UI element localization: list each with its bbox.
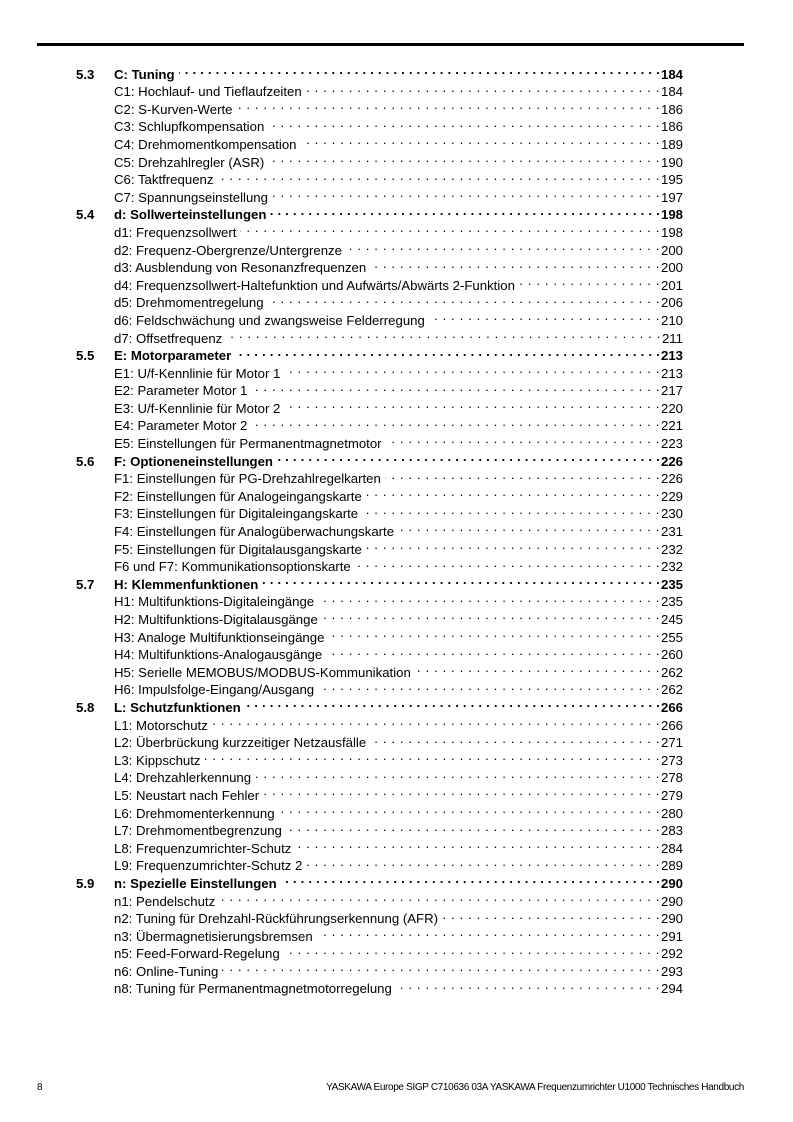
toc-section-number: 5.7 — [76, 576, 95, 592]
toc-entry-title: C3: Schlupfkompensation — [114, 119, 265, 135]
toc-page-number: 184 — [660, 84, 683, 100]
toc-entry-title: n: Spezielle Einstellungen — [114, 875, 277, 891]
toc-entry-title: d7: Offsetfrequenz — [114, 330, 223, 346]
toc-dot-leader — [236, 96, 660, 114]
toc-entry-title: F1: Einstellungen für PG-Drehzahlregelkarten — [114, 471, 381, 487]
toc-dot-leader — [519, 272, 660, 290]
toc-entry-title: H: Klemmenfunktionen — [114, 576, 259, 592]
toc-entry-title: E2: Parameter Motor 1 — [114, 383, 248, 399]
toc-page-number: 231 — [660, 524, 683, 540]
toc-dot-leader — [205, 747, 660, 765]
toc-page-number: 184 — [660, 66, 683, 82]
toc-dot-leader — [442, 906, 660, 924]
toc-dot-leader — [322, 606, 660, 624]
toc-section-number: 5.9 — [76, 875, 95, 891]
toc-dot-leader — [284, 360, 660, 378]
toc-page-number: 213 — [660, 365, 683, 381]
toc-entry-title: n8: Tuning für Permanentmagnetmotorregelung — [114, 981, 392, 997]
toc-entry-title: C6: Taktfrequenz — [114, 172, 214, 188]
toc-dot-leader — [366, 483, 660, 501]
toc-dot-leader — [268, 149, 660, 167]
toc-dot-leader — [396, 976, 660, 994]
toc-dot-leader — [255, 765, 660, 783]
toc-entry-title: d2: Frequenz-Obergrenze/Untergrenze — [114, 242, 342, 258]
toc-entry-title: E: Motorparameter — [114, 348, 232, 364]
toc-entry-title: d: Sollwerteinstellungen — [114, 207, 267, 223]
toc-entry-title: E5: Einstellungen für Permanentmagnetmotor — [114, 436, 382, 452]
toc-dot-leader — [268, 114, 660, 132]
toc-entry-title: n2: Tuning für Drehzahl-Rückführungserkennung (AFR) — [114, 911, 438, 927]
toc-page-number: 273 — [660, 752, 683, 768]
toc-entry-title: L9: Frequenzumrichter-Schutz 2 — [114, 858, 303, 874]
toc-page-number: 226 — [660, 453, 683, 469]
toc-page-number: 201 — [660, 277, 683, 293]
toc-entry-title: H1: Multifunktions-Digitaleingänge — [114, 594, 315, 610]
toc-page-number: 279 — [660, 787, 683, 803]
toc-dot-leader — [415, 659, 660, 677]
toc-entry-title: C5: Drehzahlregler (ASR) — [114, 154, 265, 170]
toc-page-number: 189 — [660, 136, 683, 152]
toc-page-number: 266 — [660, 699, 683, 715]
toc-dot-leader — [226, 325, 661, 343]
toc-entry-title: F4: Einstellungen für Analogüberwachungskarte — [114, 524, 395, 540]
toc-entry-title: C2: S-Kurven-Werte — [114, 101, 233, 117]
toc-page-number: 291 — [660, 928, 683, 944]
toc-page-number: 255 — [660, 629, 683, 645]
toc-entry-title: C1: Hochlauf- und Tieflaufzeiten — [114, 84, 302, 100]
toc-dot-leader — [328, 624, 660, 642]
toc-dot-leader — [235, 343, 660, 361]
toc-entry-title: C4: Drehmomentkompensation — [114, 136, 297, 152]
toc-dot-leader — [317, 923, 660, 941]
toc-entry-title: F2: Einstellungen für Analogeingangskarte — [114, 488, 362, 504]
toc-page-number: 260 — [660, 647, 683, 663]
toc-page-number: 292 — [660, 946, 683, 962]
toc-dot-leader — [217, 167, 660, 185]
toc-dot-leader — [268, 290, 660, 308]
toc-entry-title: C: Tuning — [114, 66, 175, 82]
toc-page-number: 235 — [660, 594, 683, 610]
toc-entry-title: E3: U/f-Kennlinie für Motor 2 — [114, 400, 281, 416]
toc-page-number: 198 — [660, 207, 683, 223]
toc-dot-leader — [270, 202, 660, 220]
toc-page-number: 245 — [660, 612, 683, 627]
toc-dot-leader — [251, 378, 660, 396]
toc-page-number: 235 — [660, 576, 683, 592]
toc-dot-leader — [346, 237, 660, 255]
toc-page-number: 213 — [660, 348, 683, 364]
toc-page-number: 211 — [661, 330, 683, 346]
toc-page-number: 206 — [660, 295, 683, 311]
toc-dot-leader — [318, 677, 660, 695]
toc-page-number: 197 — [660, 189, 683, 205]
toc-entry-title: d4: Frequenzsollwert-Haltefunktion und Aufwärts/Abwärts 2-Funktion — [114, 277, 515, 293]
toc-page-number: 198 — [660, 224, 683, 240]
toc-entry-title: L6: Drehmomenterkennung — [114, 805, 275, 821]
toc-dot-leader — [263, 782, 660, 800]
toc-page-number: 223 — [660, 436, 683, 452]
table-of-contents — [76, 61, 683, 997]
toc-dot-leader — [272, 184, 660, 202]
toc-entry-title: C7: Spannungseinstellung — [114, 189, 268, 205]
toc-page-number: 283 — [660, 823, 683, 839]
toc-dot-leader — [277, 448, 660, 466]
toc-page-number: 217 — [660, 383, 683, 399]
toc-entry-title: H2: Multifunktions-Digitalausgänge — [114, 612, 318, 627]
toc-section-number: 5.5 — [76, 348, 95, 364]
toc-dot-leader — [386, 430, 660, 448]
toc-page-number: 200 — [660, 260, 683, 276]
toc-entry-title: E4: Parameter Motor 2 — [114, 418, 248, 434]
toc-entry-title: H4: Multifunktions-Analogausgänge — [114, 647, 323, 663]
toc-entry-title: d1: Frequenzsollwert — [114, 224, 237, 240]
toc-dot-leader — [306, 853, 660, 871]
toc-page-number: 290 — [660, 911, 683, 927]
toc-section-entry[interactable] — [76, 61, 683, 82]
toc-entry-title: n1: Pendelschutz — [114, 893, 216, 909]
toc-entry-title: d6: Feldschwächung und zwangsweise Felderregung — [114, 312, 425, 328]
footer-document-title: YASKAWA Europe SIGP C710636 03A YASKAWA Frequenzumrichter U1000 Technisches Handbuch — [326, 1082, 744, 1093]
toc-page-number: 280 — [660, 805, 683, 821]
toc-dot-leader — [251, 413, 660, 431]
toc-page-number: 266 — [660, 717, 683, 733]
toc-dot-leader — [362, 501, 660, 519]
toc-page-number: 186 — [660, 119, 683, 135]
toc-dot-leader — [370, 730, 660, 748]
toc-page-number: 230 — [660, 506, 683, 522]
toc-entry-title: L2: Überbrückung kurzzeitiger Netzausfälle — [114, 735, 367, 751]
toc-entry-title: H6: Impulsfolge-Eingang/Ausgang — [114, 682, 315, 698]
toc-dot-leader — [284, 395, 660, 413]
toc-section-number: 5.8 — [76, 699, 95, 715]
toc-page-number: 289 — [660, 858, 683, 874]
toc-dot-leader — [222, 958, 660, 976]
toc-entry-title: n5: Feed-Forward-Regelung — [114, 946, 280, 962]
toc-entry-title: d3: Ausblendung von Resonanzfrequenzen — [114, 260, 367, 276]
toc-section-number: 5.6 — [76, 453, 95, 469]
toc-entry-title: L4: Drehzahlerkennung — [114, 770, 252, 786]
toc-entry-title: F: Optioneneinstellungen — [114, 453, 273, 469]
toc-page-number: 226 — [660, 471, 683, 487]
toc-page-number: 271 — [660, 735, 683, 751]
toc-dot-leader — [286, 818, 660, 836]
toc-page-number: 284 — [660, 840, 683, 856]
toc-page-number: 232 — [660, 541, 683, 557]
toc-dot-leader — [326, 642, 660, 660]
toc-dot-leader — [279, 800, 660, 818]
toc-dot-leader — [295, 835, 660, 853]
toc-entry-title: H3: Analoge Multifunktionseingänge — [114, 629, 325, 645]
toc-section-number: 5.4 — [76, 207, 95, 223]
toc-entry-title: F6 und F7: Kommunikationsoptionskarte — [114, 559, 351, 575]
toc-entry-title: E1: U/f-Kennlinie für Motor 1 — [114, 365, 281, 381]
toc-page-number: 232 — [660, 559, 683, 575]
toc-page-number: 293 — [660, 963, 683, 979]
toc-page-number: 262 — [660, 682, 683, 698]
toc-dot-leader — [355, 554, 660, 572]
toc-entry-title: n6: Online-Tuning — [114, 963, 219, 979]
toc-entry-title: L7: Drehmomentbegrenzung — [114, 823, 282, 839]
toc-page-number: 262 — [660, 664, 683, 680]
toc-page-number: 294 — [660, 981, 683, 997]
toc-entry-title: d5: Drehmomentregelung — [114, 295, 264, 311]
toc-entry-title: L5: Neustart nach Fehler — [114, 787, 260, 803]
toc-page-number: 186 — [660, 101, 683, 117]
toc-page-number: 229 — [660, 488, 683, 504]
toc-entry-title: F3: Einstellungen für Digitaleingangskarte — [114, 506, 359, 522]
toc-dot-leader — [429, 307, 660, 325]
toc-dot-leader — [262, 571, 660, 589]
toc-page-number: 290 — [660, 893, 683, 909]
toc-dot-leader — [281, 870, 660, 888]
toc-dot-leader — [366, 536, 660, 554]
toc-dot-leader — [318, 589, 660, 607]
toc-dot-leader — [370, 255, 660, 273]
toc-dot-leader — [179, 61, 660, 79]
toc-dot-leader — [385, 466, 660, 484]
toc-dot-leader — [398, 518, 660, 536]
header-rule — [37, 43, 744, 46]
footer-page-number: 8 — [37, 1082, 43, 1093]
toc-page-number: 290 — [660, 875, 683, 891]
toc-dot-leader — [212, 712, 660, 730]
toc-page-number: 220 — [660, 400, 683, 416]
toc-entry-title: F5: Einstellungen für Digitalausgangskarte — [114, 541, 362, 557]
toc-page-number: 200 — [660, 242, 683, 258]
toc-entry-title: H5: Serielle MEMOBUS/MODBUS-Kommunikation — [114, 664, 411, 680]
toc-dot-leader — [240, 219, 660, 237]
toc-dot-leader — [245, 694, 660, 712]
toc-entry-title: L: Schutzfunktionen — [114, 699, 241, 715]
toc-entry-title: L3: Kippschutz — [114, 752, 201, 768]
toc-page-number: 210 — [660, 312, 683, 328]
toc-section-number: 5.3 — [76, 66, 95, 82]
toc-page-number: 195 — [660, 172, 683, 188]
toc-page-number: 190 — [660, 154, 683, 170]
toc-dot-leader — [301, 131, 660, 149]
toc-dot-leader — [306, 79, 660, 97]
toc-dot-leader — [219, 888, 660, 906]
toc-dot-leader — [284, 941, 660, 959]
toc-page-number: 221 — [660, 418, 683, 434]
toc-entry-title: L1: Motorschutz — [114, 717, 208, 733]
toc-entry-title: L8: Frequenzumrichter-Schutz — [114, 840, 292, 856]
toc-page-number: 278 — [660, 770, 683, 786]
toc-entry-title: n3: Übermagnetisierungsbremsen — [114, 928, 313, 944]
